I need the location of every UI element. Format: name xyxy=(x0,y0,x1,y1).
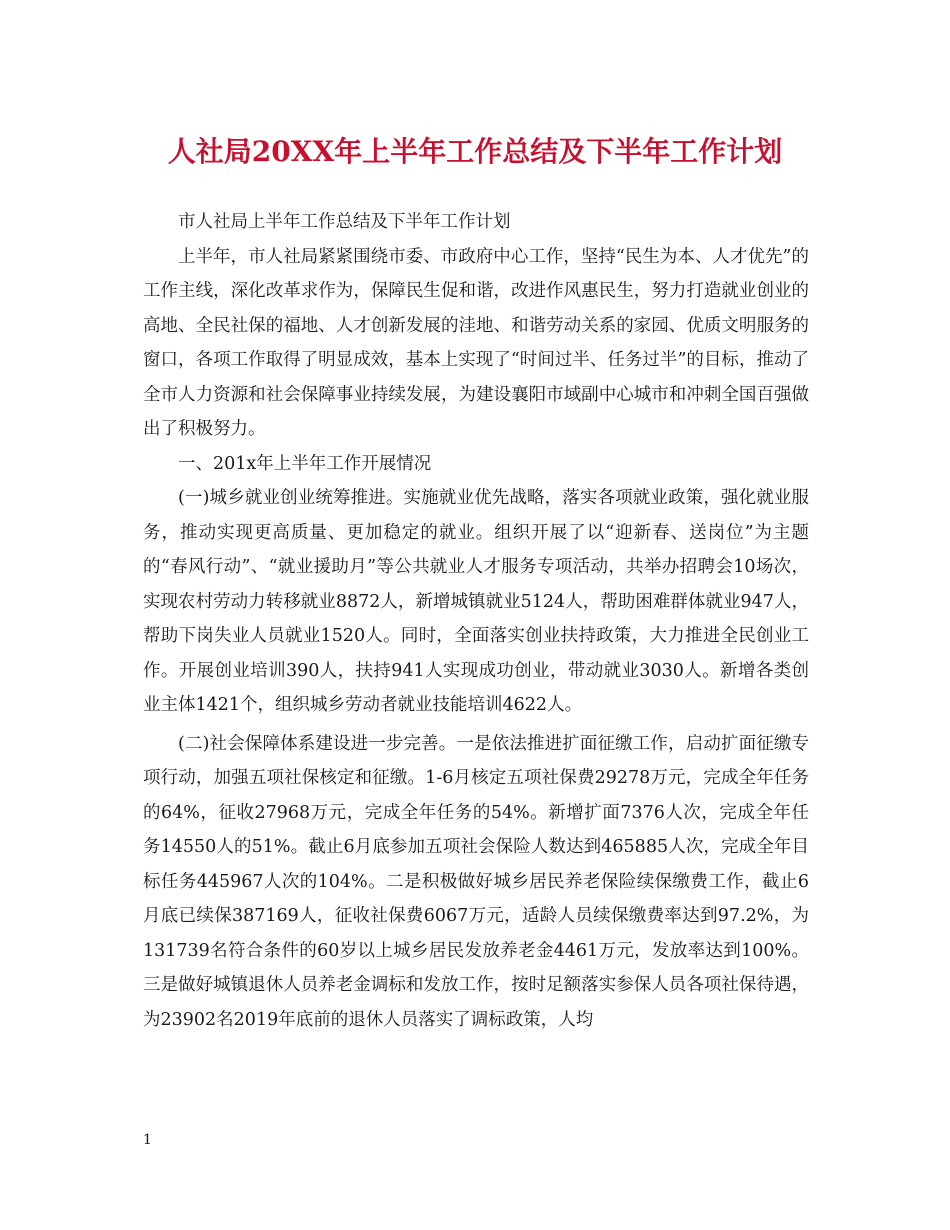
page-number: 1 xyxy=(143,1132,152,1148)
section-heading-paragraph: 一、201x年上半年工作开展情况 xyxy=(178,453,432,474)
social-security-paragraph: (二)社会保障体系建设进一步完善。一是依法推进扩面征缴工作，启动扩面征缴专项行动，加强五项社保核定和征缴。1-6月核定五项社保费29278万元，完成全年任务的64%，征收27968万元，完成全年任务的54%。新增扩面7376人次，完成全年任务14550人的51%。截止6月底参加五项社会保险人数达到465885人次，完成全年目标任务445967人次的104%。二是积极做好城乡居民养老保险续保缴费工作，截止6月底已续保387169人，征收社保费6067万元，适龄人员续保缴费率达到97.2%，为131739名符合条件的60岁以上城乡居民发放养老金4461万元，发放率达到100%。三是做好城镇退休人员养老金调标和发放工作，按时足额落实参保人员各项社保待遇，为23902名2019年底前的退休人员落实了调标政策，人均 xyxy=(143,733,809,1030)
intro-paragraph: 上半年，市人社局紧紧围绕市委、市政府中心工作，坚持“民生为本、人才优先”的工作主线，深化改革求作为，保障民生促和谐，改进作风惠民生，努力打造就业创业的高地、全民社保的福地、人才创新发展的洼地、和谐劳动关系的家园、优质文明服务的窗口，各项工作取得了明显成效，基本上实现了“时间过半、任务过半”的目标，推动了全市人力资源和社会保障事业持续发展，为建设襄阳市域副中心城市和冲刺全国百强做出了积极努力。 xyxy=(143,246,809,439)
document-body xyxy=(143,205,809,1037)
employment-paragraph: (一)城乡就业创业统筹推进。实施就业优先战略，落实各项就业政策，强化就业服务，推动实现更高质量、更加稳定的就业。组织开展了以“迎新春、送岗位”为主题的“春风行动”、“就业援助月”等公共就业人才服务专项活动，共举办招聘会10场次，实现农村劳动力转移就业8872人，新增城镇就业5124人，帮助困难群体就业947人，帮助下岗失业人员就业1520人。同时，全面落实创业扶持政策，大力推进全民创业工作。开展创业培训390人，扶持941人实现成功创业，带动就业3030人。新增各类创业主体1421个，组织城乡劳动者就业技能培训4622人。 xyxy=(143,488,809,715)
document-title: 人社局20XX年上半年工作总结及下半年工作计划 xyxy=(167,135,783,168)
subtitle-paragraph: 市人社局上半年工作总结及下半年工作计划 xyxy=(178,212,511,232)
